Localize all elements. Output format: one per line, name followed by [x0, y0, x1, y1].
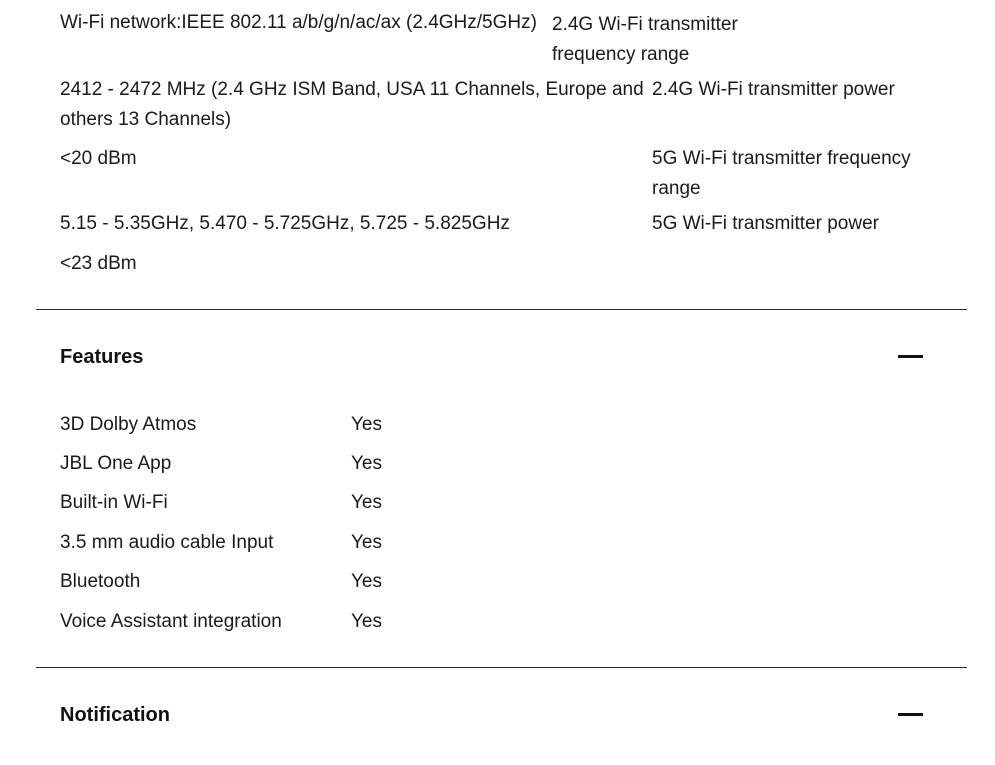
wifi-specs: [0, 0, 995, 309]
spec-label-5g-frequency: 5G Wi-Fi transmitter frequency: [652, 148, 911, 169]
feature-row: [60, 567, 660, 597]
minus-icon[interactable]: [898, 713, 923, 716]
section-divider: [36, 309, 967, 310]
feature-value: Yes: [351, 532, 382, 553]
feature-row: [60, 410, 660, 440]
spec-label-5g-power: 5G Wi-Fi transmitter power: [652, 213, 879, 234]
feature-row: [60, 488, 660, 518]
features-section-header[interactable]: [36, 328, 967, 388]
feature-row: [60, 449, 660, 479]
spec-value-5g-power: <23 dBm: [60, 253, 137, 274]
notification-section-header[interactable]: [36, 686, 967, 746]
spec-value-5g-frequency: 5.15 - 5.35GHz, 5.470 - 5.725GHz, 5.725 - 5.825GHz: [60, 213, 510, 234]
feature-label: 3D Dolby Atmos: [60, 414, 197, 435]
spec-value-24g-power: <20 dBm: [60, 148, 137, 169]
feature-label: Built-in Wi-Fi: [60, 492, 168, 513]
feature-label: Voice Assistant integration: [60, 611, 282, 632]
feature-value: Yes: [351, 611, 382, 632]
spec-label-24g-power: 2.4G Wi-Fi transmitter power: [652, 79, 895, 100]
feature-value: Yes: [351, 492, 382, 513]
spec-label-5g-frequency-cont: range: [652, 178, 701, 199]
section-divider: [36, 667, 967, 668]
feature-row: [60, 528, 660, 558]
wifi-network-spec: Wi-Fi network:IEEE 802.11 a/b/g/n/ac/ax (2.4GHz/5GHz): [60, 12, 537, 33]
notification-title: Notification: [60, 704, 170, 726]
spec-label-24g-frequency: 2.4G Wi-Fi transmitter: [552, 14, 738, 35]
spec-label-24g-frequency-cont: frequency range: [552, 44, 690, 65]
feature-label: 3.5 mm audio cable Input: [60, 532, 274, 553]
spec-value-24g-frequency: 2412 - 2472 MHz (2.4 GHz ISM Band, USA 11 Channels, Europe and: [60, 79, 644, 100]
feature-value: Yes: [351, 414, 382, 435]
features-title: Features: [60, 346, 144, 368]
feature-label: Bluetooth: [60, 571, 141, 592]
spec-value-24g-frequency-cont: others 13 Channels): [60, 109, 232, 130]
feature-value: Yes: [351, 453, 382, 474]
minus-icon[interactable]: [898, 355, 923, 358]
feature-value: Yes: [351, 571, 382, 592]
feature-label: JBL One App: [60, 453, 172, 474]
feature-row: [60, 607, 660, 637]
